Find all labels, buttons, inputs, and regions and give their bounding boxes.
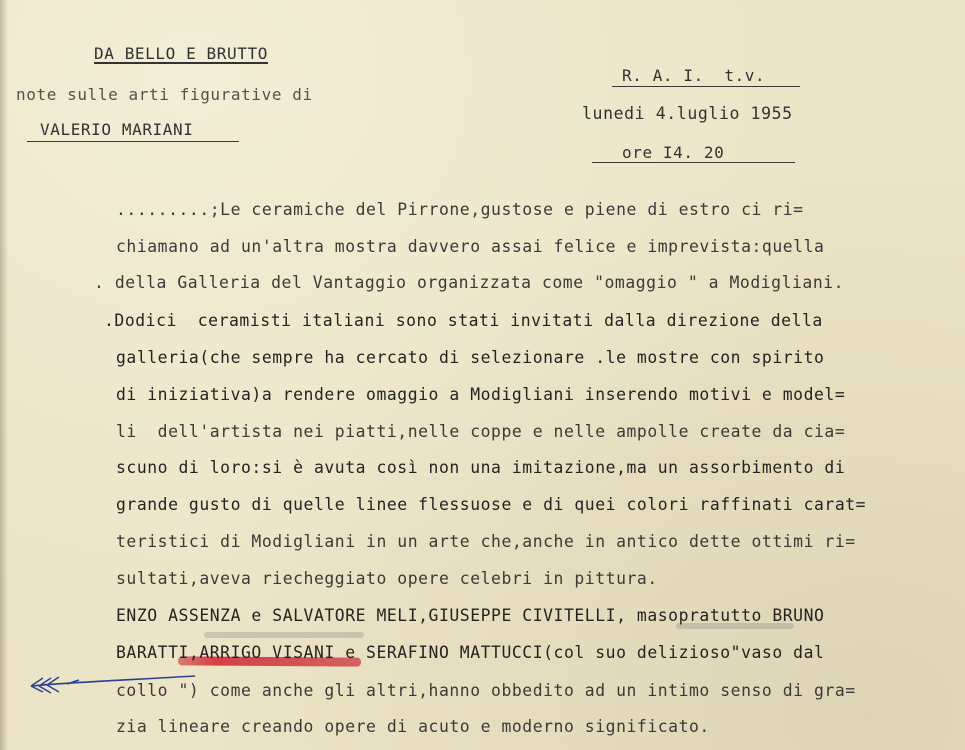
body-line-6: di iniziativa)a rendere omaggio a Modigliani inserendo motivi e model= — [116, 385, 846, 404]
body-line-13: BARATTI,ARRIGO VISANI e SERAFINO MATTUCCI(col suo delizioso"vaso dal — [116, 643, 825, 662]
body-line-11: sultati,aveva riecheggiato opere celebri in pittura. — [116, 569, 658, 588]
author-underline — [27, 141, 239, 142]
gray-pencil-mark-2 — [204, 632, 364, 638]
broadcast-time: ore I4. 20 — [622, 143, 725, 162]
handdrawn-arrow-icon — [27, 666, 197, 696]
document-subtitle: note sulle arti figurative di — [16, 85, 313, 104]
broadcaster-underline — [612, 86, 800, 87]
body-line-2: chiamano ad un'altra mostra davvero assai felice e imprevista:quella — [116, 237, 825, 256]
author-name: VALERIO MARIANI — [40, 120, 194, 139]
body-line-12: ENZO ASSENZA e SALVATORE MELI,GIUSEPPE CIVITELLI, masopratutto BRUNO — [116, 606, 825, 625]
time-underline — [592, 162, 795, 163]
body-line-14: collo ") come anche gli altri,hanno obbedito ad un intimo senso di gra= — [116, 681, 856, 700]
body-line-5: galleria(che sempre ha cercato di selezionare .le mostre con spirito — [116, 348, 825, 367]
body-line-1: .........;Le ceramiche del Pirrone,gustose e piene di estro ci ri= — [116, 200, 804, 219]
body-line-8: scuno di loro:si è avuta così non una imitazione,ma un assorbimento di — [116, 458, 846, 477]
broadcast-date: lunedi 4.luglio 1955 — [582, 104, 793, 123]
body-line-3: . della Galleria del Vantaggio organizzata come "omaggio " a Modigliani. — [94, 273, 845, 292]
body-line-9: grande gusto di quelle linee flessuose e di quei colori raffinati carat= — [116, 495, 867, 514]
body-line-4: .Dodici ceramisti italiani sono stati invitati dalla direzione della — [104, 311, 823, 330]
body-line-10: teristici di Modigliani in un arte che,anche in antico dette ottimi ri= — [116, 532, 856, 551]
broadcaster-label: R. A. I. t.v. — [622, 66, 766, 85]
body-line-15: zia lineare creando opere di acuto e moderno significato. — [116, 717, 710, 736]
body-line-7: li dell'artista nei piatti,nelle coppe e nelle ampolle create da cia= — [116, 422, 846, 441]
page-edge-shadow — [0, 0, 8, 750]
document-title: DA BELLO E BRUTTO — [94, 44, 268, 63]
